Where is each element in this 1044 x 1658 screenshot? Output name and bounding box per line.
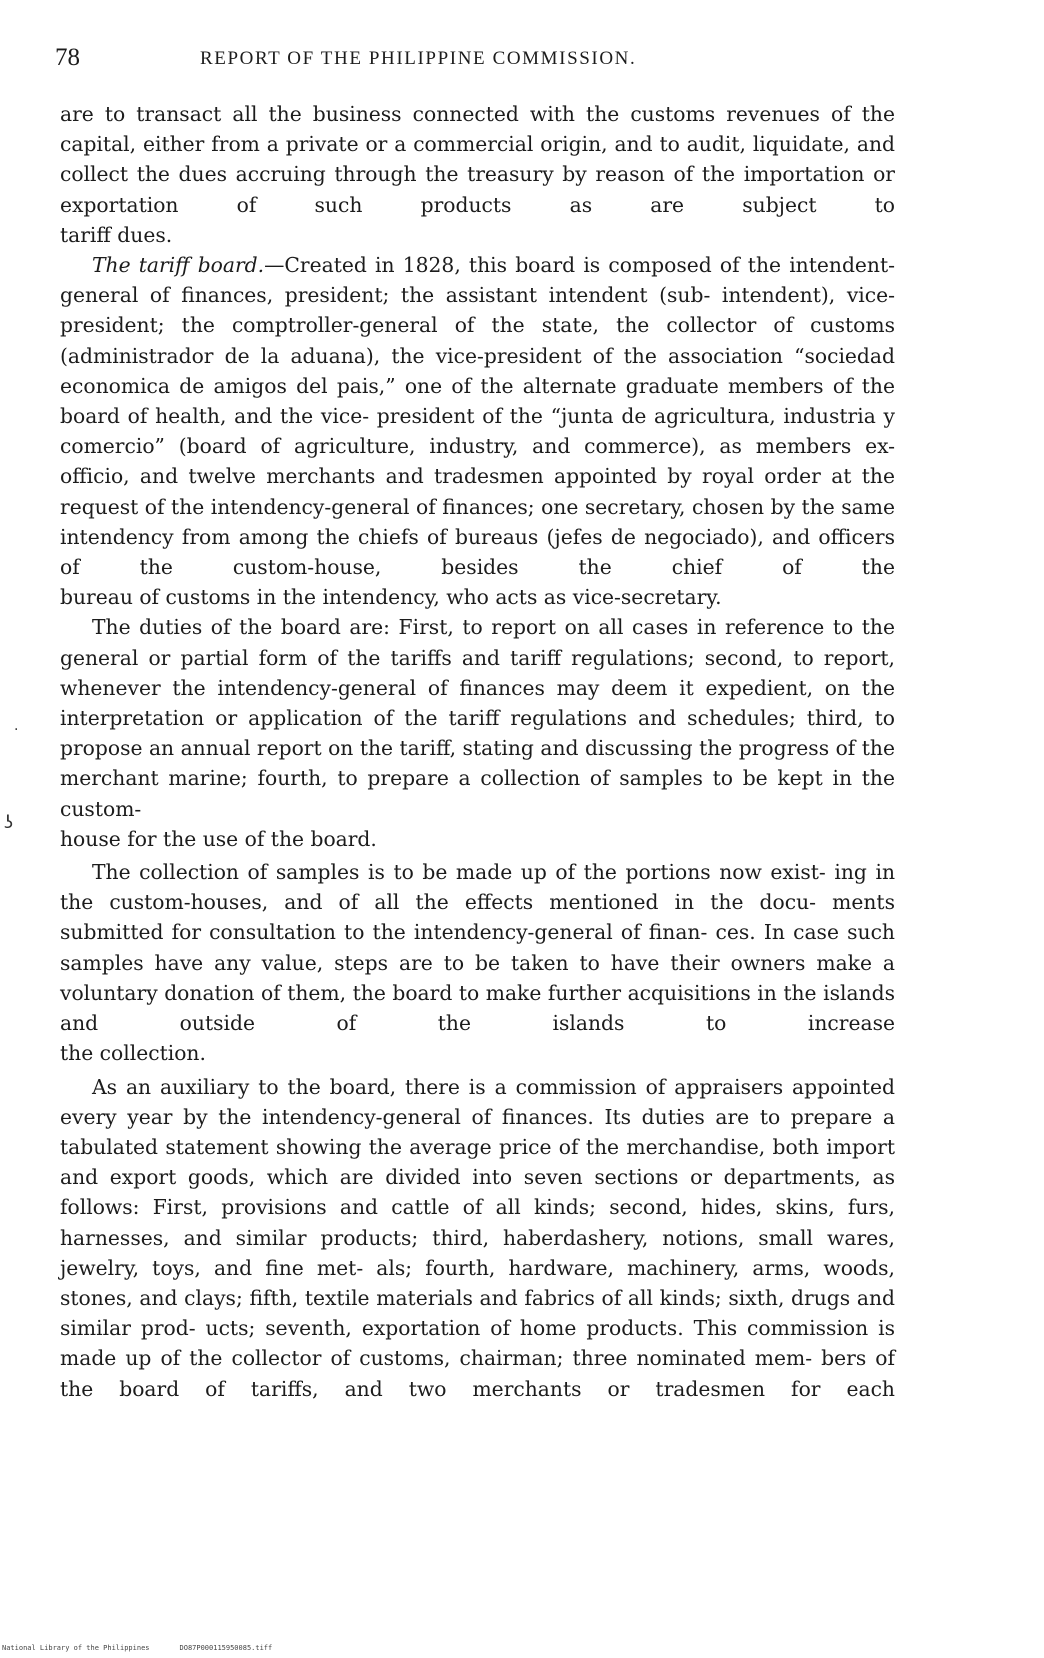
text-line: —Created in 1828, this board is composed of the: [264, 253, 782, 278]
text-line: textile materials and fabrics of all kinds; sixth, drugs and similar prod-: [60, 1285, 895, 1341]
text-line: the collection.: [60, 1041, 206, 1066]
text-line: tariff dues.: [60, 222, 173, 247]
text-line: ucts; seventh, exportation of home products. This commission is: [205, 1316, 895, 1341]
footer-file: DO87P000115950085.tiff: [179, 1644, 273, 1652]
text-line: ces. In case such samples have any value, steps are to be taken to have: [60, 920, 895, 975]
paragraph: [60, 99, 895, 220]
text-line: the capital, either from a private or a commercial origin, and to audit,: [60, 102, 895, 157]
paragraph-end-line: [60, 824, 895, 854]
text-line: third, haberdashery, notions, small wares, jewelry, toys, and fine met-: [60, 1225, 895, 1280]
text-line: request of the intendency-general of finances; one secretary, chosen: [60, 494, 765, 519]
text-line: seven sections or departments, as follows: First, provisions and cattle: [60, 1165, 896, 1220]
text-line: of the importation or exportation of such products as are subject to: [60, 162, 895, 217]
running-head: REPORT OF THE PHILIPPINE COMMISSION.: [200, 48, 637, 69]
text-line: by the same intendency from among the chiefs of bureaus (jefes de: [60, 494, 895, 549]
text-line: twelve merchants and tradesmen appointed by royal order at the: [188, 464, 895, 489]
body-text: [60, 99, 895, 1404]
text-line: appointed every year by the intendency-general of finances. Its duties: [60, 1074, 895, 1129]
text-line: The duties of the board are: First, to report on all cases in reference: [92, 615, 825, 640]
paragraph: [60, 612, 895, 823]
text-line: made up of the collector of customs, chairman; three nominated mem-: [60, 1346, 813, 1371]
text-line: the alternate graduate members of the board of health, and the vice-: [60, 373, 895, 429]
text-line: ing in the custom-houses, and of all the effects mentioned in the docu-: [60, 860, 896, 915]
text-line: house for the use of the board.: [60, 826, 377, 851]
paragraph-end-line: [60, 220, 895, 250]
paragraph-end-line: [60, 582, 895, 612]
text-line: negociado), and officers of the custom-house, besides the chief of the: [60, 524, 895, 580]
text-line: to the general or partial form of the tariffs and tariff regulations;: [60, 615, 895, 670]
margin-bracket-mark: ʖ: [4, 812, 14, 833]
paragraph: [60, 1072, 895, 1404]
text-line: tariff, stating and discussing the progress of the merchant marine;: [60, 736, 895, 791]
text-line: regulations and schedules; third, to propose an annual report on the: [60, 706, 895, 761]
text-line: As an auxiliary to the board, there is a commission of appraisers: [92, 1074, 784, 1099]
text-line: of all kinds; second, hides, skins, furs, harnesses, and similar products;: [60, 1195, 895, 1250]
page-number: 78: [55, 44, 80, 71]
scan-footer: [2, 1644, 272, 1652]
text-line: The collection of samples is to be made up of the portions now exist-: [92, 860, 826, 885]
text-line: ments submitted for consultation to the intendency-general of finan-: [60, 890, 895, 945]
text-line: their owners make a voluntary donation of them, the board to make: [60, 950, 895, 1005]
text-line: are to transact all the business connected with the customs revenues of: [60, 102, 851, 126]
text-line: intendent-general of finances, president; the assistant intendent (sub-: [60, 253, 896, 308]
text-line: are to prepare a tabulated statement showing the average price of the: [60, 1104, 895, 1159]
paragraph: [60, 857, 895, 1038]
text-line: of the association “sociedad economica de amigos del pais,” one of: [60, 343, 895, 398]
margin-speck: ·: [14, 722, 19, 738]
text-line: deem it expedient, on the interpretation or application of the tariff: [60, 675, 896, 731]
text-line: bers of the board of tariffs, and two merchants or tradesmen for each: [60, 1346, 895, 1401]
paragraph: [60, 250, 895, 582]
text-line: bureau of customs in the intendency, who acts as vice-secretary.: [60, 585, 722, 610]
footer-library: National Library of the Philippines: [2, 1644, 150, 1652]
section-heading: The tariff board.: [92, 253, 265, 278]
text-line: collector of customs (administrador de la aduana), the vice-president: [60, 313, 895, 368]
text-line: als; fourth, hardware, machinery, arms, woods, stones, and clays; fifth,: [60, 1255, 895, 1310]
text-line: of agriculture, industry, and commerce), as members ex-officio, and: [60, 434, 896, 489]
text-line: further acquisitions in the islands and outside of the islands to increase: [60, 980, 896, 1036]
text-line: second, to report, whenever the intendency-general of finances may: [60, 645, 895, 700]
text-line: fourth, to prepare a collection of samples to be kept in the custom-: [60, 766, 895, 821]
text-line: liquidate, and collect the dues accruing through the treasury by reason: [60, 132, 895, 187]
text-line: president of the “junta de agricultura, industria y comercio” (board: [60, 404, 895, 459]
paragraph-end-line: [60, 1038, 895, 1068]
text-line: intendent), vice-president; the comptroller-general of the state, the: [60, 283, 895, 338]
text-line: merchandise, both import and export goods, which are divided into: [60, 1134, 896, 1190]
